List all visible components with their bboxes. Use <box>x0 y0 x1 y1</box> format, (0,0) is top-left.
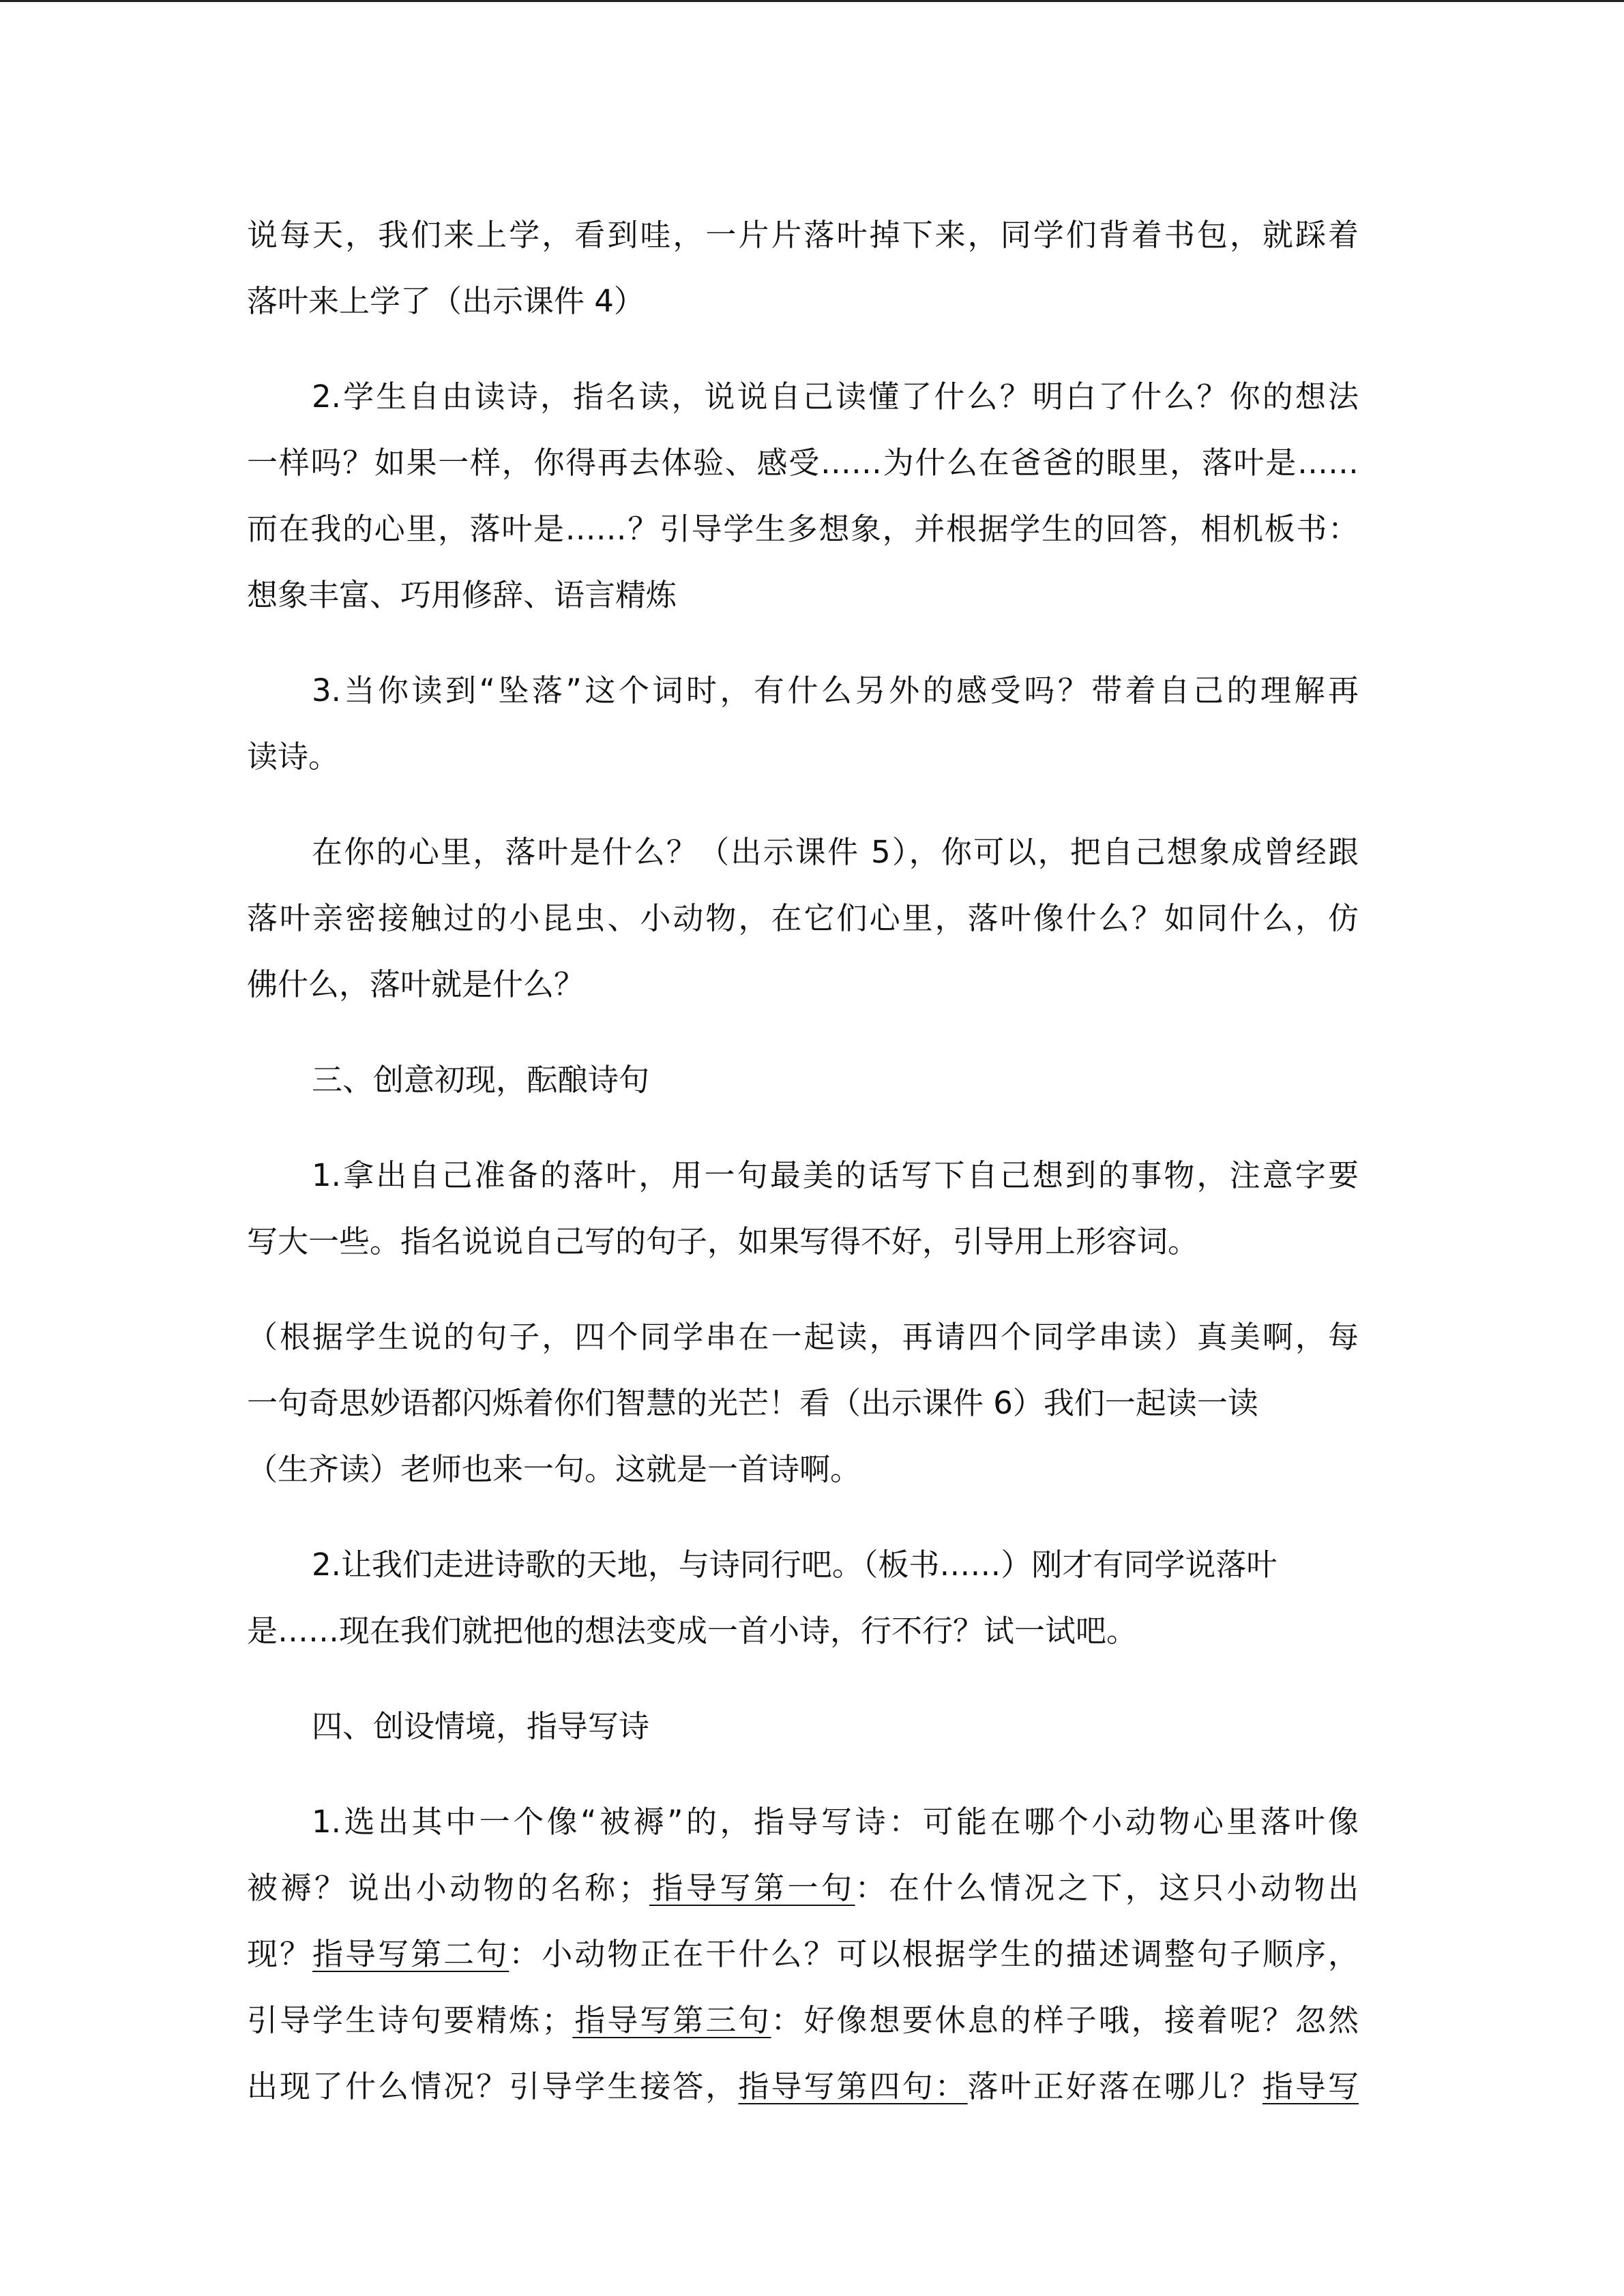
text-line <box>247 1868 1359 1909</box>
text-line <box>247 1934 1359 1975</box>
underlined-text: 指导写第二句 <box>312 1936 510 1972</box>
text-run: ：在什么情况之下，这只小动物出 <box>855 1870 1359 1906</box>
text-run: 出现了什么情况？引导学生接答， <box>247 2068 739 2104</box>
text-line: 2.让我们走进诗歌的天地，与诗同行吧。（板书……）刚才有同学说落叶 <box>312 1547 1278 1583</box>
text-line: 一样吗？如果一样，你得再去体验、感受……为什么在爸爸的眼里，落叶是…… <box>247 445 1359 481</box>
text-line: （生齐读）老师也来一句。这就是一首诗啊。 <box>247 1451 861 1487</box>
text-line: 说每天，我们来上学，看到哇，一片片落叶掉下来，同学们背着书包，就踩着 <box>247 217 1359 253</box>
text-line: 3.当你读到“坠落”这个词时，有什么另外的感受吗？带着自己的理解再 <box>312 672 1359 709</box>
text-line <box>247 2000 1359 2041</box>
underlined-text: 指导写 <box>1262 2068 1359 2104</box>
underlined-text: 指导写第四句： <box>738 2068 968 2104</box>
text-line: 1.拿出自己准备的落叶，用一句最美的话写下自己想到的事物，注意字要 <box>312 1157 1359 1193</box>
text-line: 佛什么，落叶就是什么？ <box>247 966 585 1002</box>
page-top-border <box>0 0 1624 2</box>
text-run: 现？ <box>247 1936 313 1972</box>
text-line: 在你的心里，落叶是什么？（出示课件 5），你可以，把自己想象成曾经跟 <box>312 834 1359 870</box>
text-line: 2.学生自由读诗，指名读，说说自己读懂了什么？明白了什么？你的想法 <box>312 378 1359 415</box>
text-line: 写大一些。指名说说自己写的句子，如果写得不好，引导用上形容词。 <box>247 1223 1199 1259</box>
text-run: 落叶正好落在哪儿？ <box>967 2068 1263 2104</box>
underlined-text: 指导写第一句 <box>649 1870 855 1906</box>
text-line: 是……现在我们就把他的想法变成一首小诗，行不行？试一试吧。 <box>247 1613 1138 1649</box>
text-line: 读诗。 <box>247 739 340 775</box>
text-line: （根据学生说的句子，四个同学串在一起读，再请四个同学串读）真美啊，每 <box>247 1319 1359 1355</box>
text-run: ：好像想要休息的样子哦，接着呢？忽然 <box>771 2002 1359 2038</box>
text-line: 1.选出其中一个像“被褥”的，指导写诗：可能在哪个小动物心里落叶像 <box>312 1804 1359 1840</box>
text-line: 而在我的心里，落叶是……？引导学生多想象，并根据学生的回答，相机板书： <box>247 511 1359 547</box>
text-line: 想象丰富、巧用修辞、语言精炼 <box>247 577 677 613</box>
section-heading: 三、创意初现，酝酿诗句 <box>312 1062 650 1098</box>
text-run: ：小动物正在干什么？可以根据学生的描述调整句子顺序， <box>509 1936 1359 1972</box>
text-run: 被褥？说出小动物的名称； <box>247 1870 649 1906</box>
text-line: 落叶亲密接触过的小昆虫、小动物，在它们心里，落叶像什么？如同什么，仿 <box>247 900 1359 936</box>
text-line <box>247 2066 1359 2107</box>
text-run: 引导学生诗句要精炼； <box>247 2002 573 2038</box>
section-heading: 四、创设情境，指导写诗 <box>312 1708 650 1744</box>
text-line: 一句奇思妙语都闪烁着你们智慧的光芒！看（出示课件 6）我们一起读一读 <box>247 1385 1258 1421</box>
underlined-text: 指导写第三句 <box>572 2002 771 2038</box>
text-line: 落叶来上学了（出示课件 4） <box>247 283 645 319</box>
